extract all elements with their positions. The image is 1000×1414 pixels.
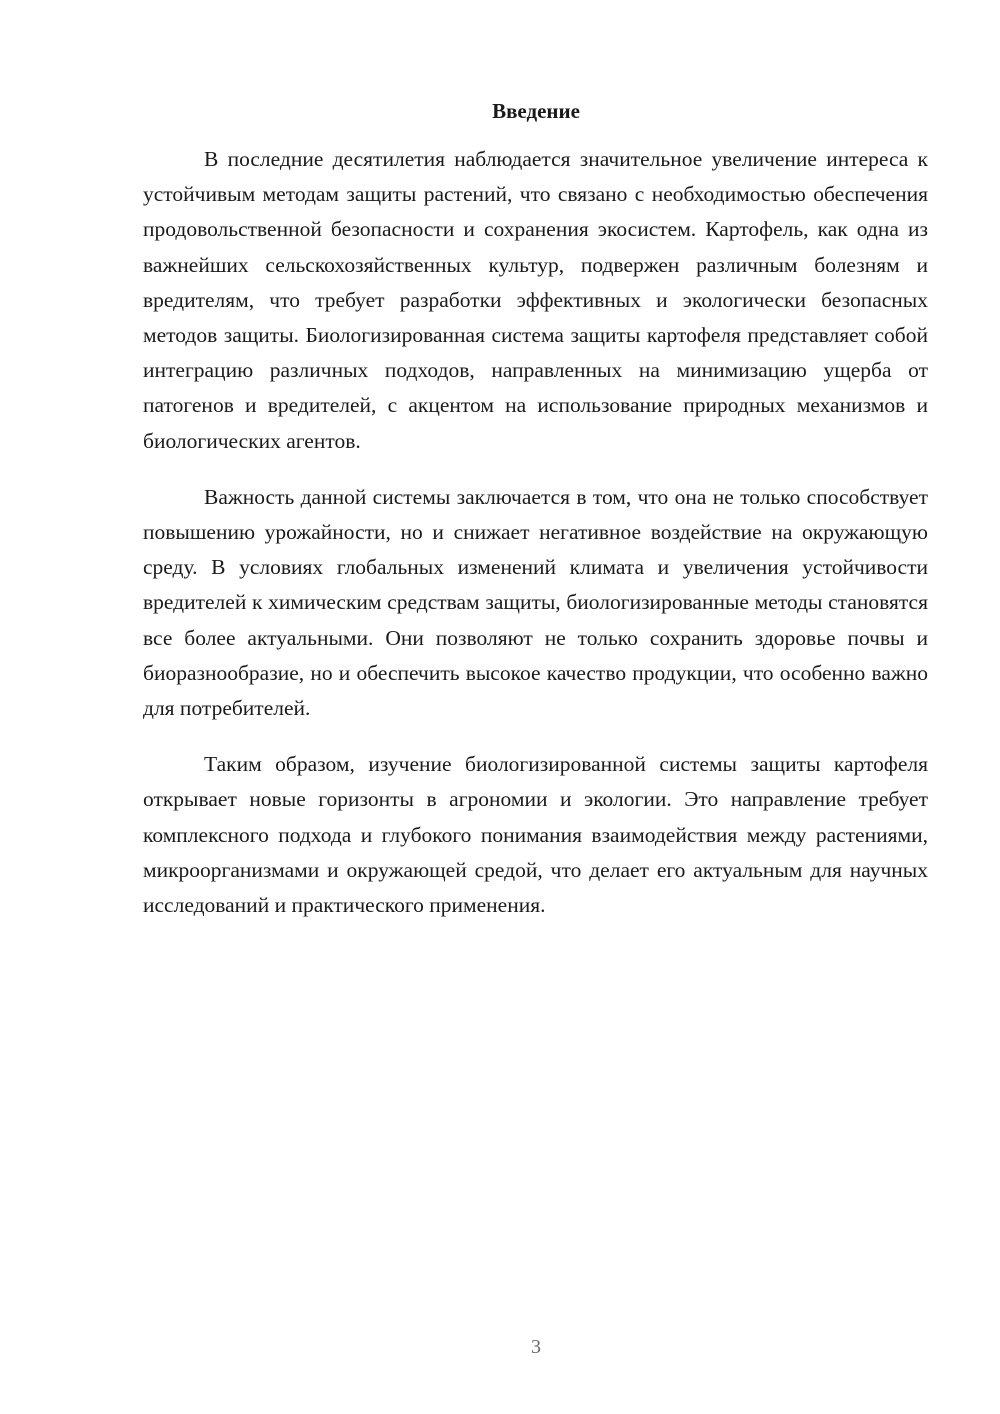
- page-number: 3: [531, 1336, 541, 1358]
- page-title: Введение: [492, 99, 580, 123]
- paragraph-2: Важность данной системы заключается в том, что она не только способствует повышению урожайности, но и снижает негативное воздействие на окружающую среду. В условиях глобальных изменений климата и увеличения устойчивости вредителей к химическим средствам защиты, биологизированные методы становятся все более актуальными. Они позволяют не только сохранить здоровье почвы и биоразнообразие, но и обеспечить высокое качество продукции, что особенно важно для потребителей.: [143, 484, 928, 721]
- document-body: [143, 142, 928, 923]
- paragraph-3: Таким образом, изучение биологизированной системы защиты картофеля открывает новые горизонты в агрономии и экологии. Это направление требует комплексного подхода и глубокого понимания взаимодействия между растениями, микроорганизмами и окружающей средой, что делает его актуальным для научных исследований и практического применения.: [143, 752, 928, 918]
- paragraph-1: В последние десятилетия наблюдается значительное увеличение интереса к устойчивым методам защиты растений, что связано с необходимостью обеспечения продовольственной безопасности и сохранения экосистем. Картофель, как одна из важнейших сельскохозяйственных культур, подвержен различным болезням и вредителям, что требует разработки эффективных и экологически безопасных методов защиты. Биологизированная система защиты картофеля представляет собой интеграцию различных подходов, направленных на минимизацию ущерба от патогенов и вредителей, с акцентом на использование природных механизмов и биологических агентов.: [143, 147, 928, 453]
